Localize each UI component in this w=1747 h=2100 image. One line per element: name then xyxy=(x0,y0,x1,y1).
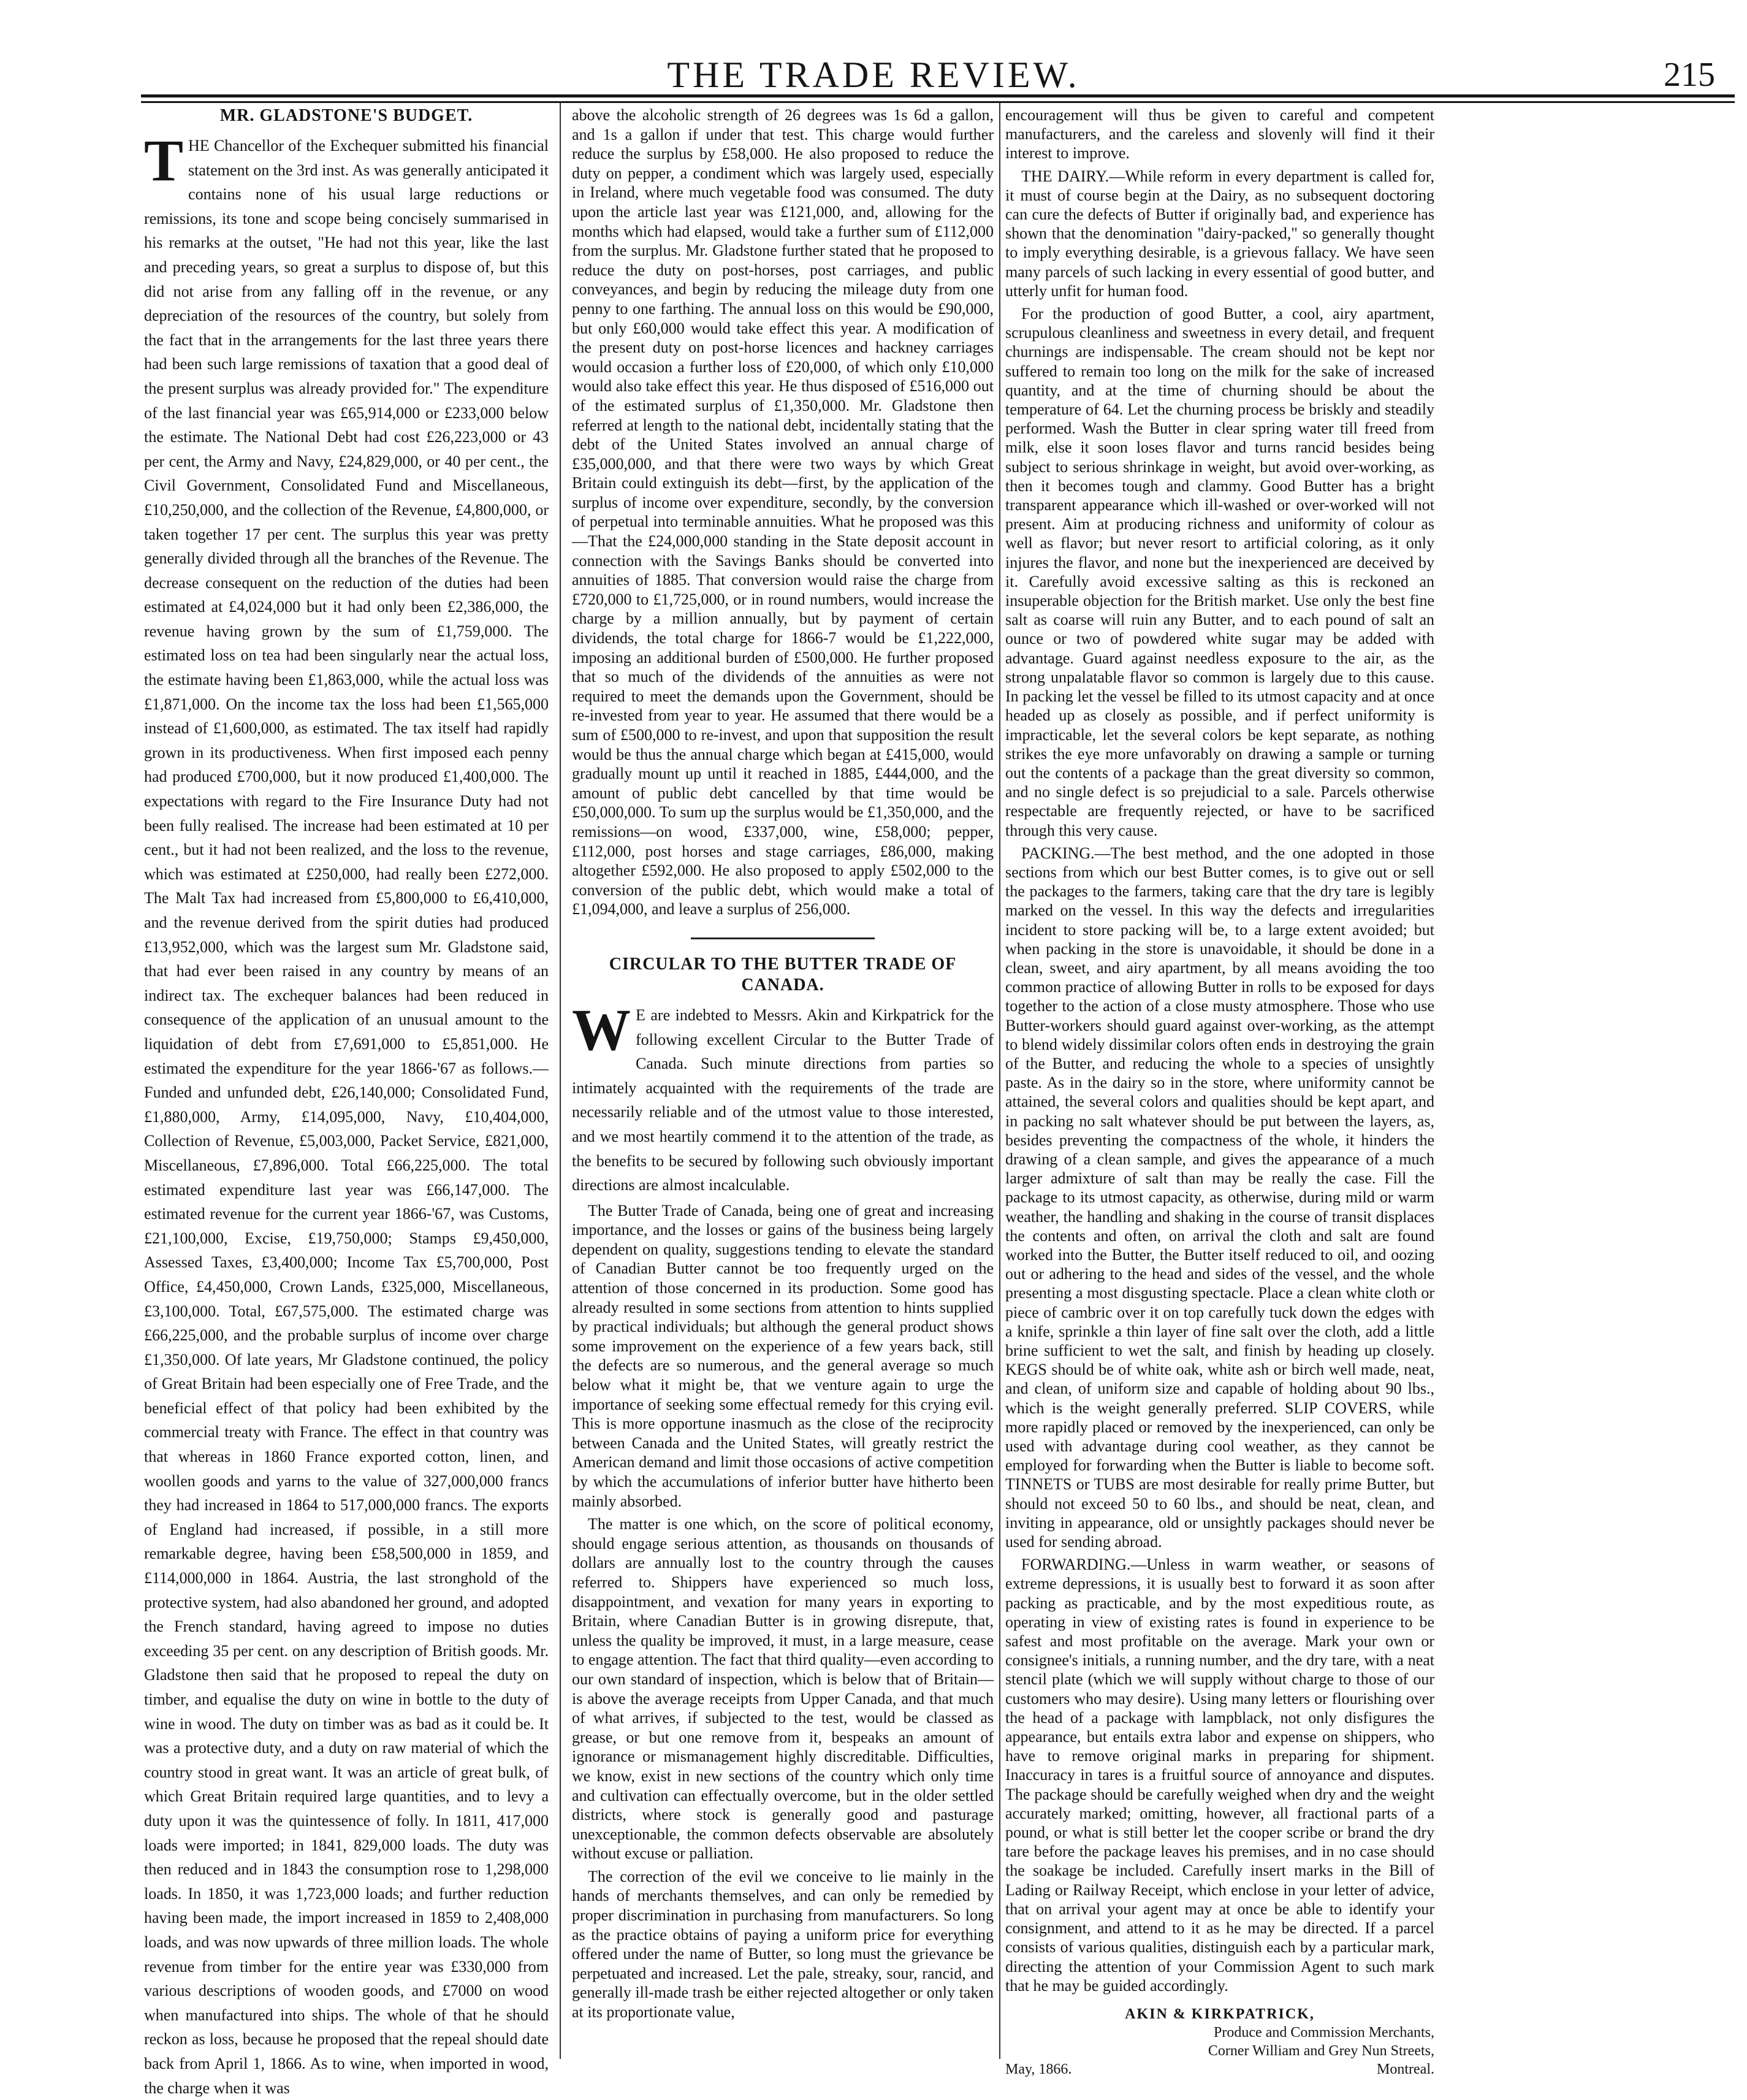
article-paragraph: The Butter Trade of Canada, being one of great and increasing importance, and the losses or gains of the business being largely dependent on quality, suggestions tending to elevate the standard of Canadian Butter cannot be too frequently urged on the attention of those concerned in its production. Some good has already resulted in some sections from attention to hints supplied by practical individuals; but although the general product shows some improvement on the experience of a few years back, still the defects are so numerous, and the general average so much below what it might be, that we venture again to urge the importance of seeking some effectual remedy for this crying evil. This is more opportune inasmuch as the close of the reciprocity between Canada and the United States, will greatly restrict the American demand and limit those occasions of active competition by which the accumulations of inferior butter have hitherto been mainly absorbed. xyxy=(572,1201,994,1510)
masthead-rule xyxy=(141,94,1735,103)
signature-block xyxy=(1005,2005,1434,2079)
article-heading-budget: MR. GLADSTONE'S BUDGET. xyxy=(219,106,473,125)
date: May, 1866. xyxy=(1005,2061,1072,2077)
paragraph-text: HE Chancellor of the Exchequer submitted his financial statement on the 3rd inst. As was generally anticipated it contains none of his usual large reductions or remissions, its tone and scope being concisely summarised in his remarks at the outset, "He had not this year, like the last and preceding years, so great a surplus to dispose of, but this did not arise from any falling off in the revenue, or any depreciation of the resources of the country, but solely from the fact that in the arrangements for the last three years there had been such large remissions of taxation that a good deal of the present surplus was already provided for." The expenditure of the last financial year was £65,914,000 or £233,000 below the estimate. The National Debt had cost £26,223,000 or 43 per cent, the Army and Navy, £24,829,000, or 40 per cent., the Civil Government, Consolidated Fund and Miscellaneous, £10,250,000, and the collection of the Revenue, £4,800,000, or taken together 17 per cent. The surplus this year was pretty generally divided through all the branches of the Revenue. The decrease consequent on the reduction of the duties had been estimated at £4,024,000 but it had only been £2,386,000, the revenue having grown by the sum of £1,759,000. The estimated loss on tea had been singularly near the actual loss, the estimate having been £1,863,000, while the actual loss was £1,871,000. On the income tax the loss had been £1,565,000 instead of £1,600,000, as estimated. The tax itself had rapidly grown in its productiveness. When first imposed each penny had produced £700,000, but it now produced £1,400,000. The expectations with regard to the Fire Insurance Duty had not been fully realised. The increase had been estimated at 10 per cent., but it had not been realized, and the loss to the revenue, which was estimated at £250,000, had really been £272,000. The Malt Tax had increased from £5,800,000 to £6,410,000, and the revenue derived from the spirit duties had produced £13,952,000, which was the largest sum Mr. Gladstone said, that had ever been raised in any country by means of an indirect tax. The exchequer balances had been reduced in consequence of the application of an unusual amount to the liquidation of debt from £7,691,000 to £5,851,000. He estimated the expenditure for the year 1866-'67 as follows.—Funded and unfunded debt, £26,140,000; Consolidated Fund, £1,880,000, Army, £14,095,000, Navy, £10,404,000, Collection of Revenue, £5,003,000, Packet Service, £821,000, Miscellaneous, £7,896,000. Total £66,225,000. The total estimated expenditure last year was £66,147,000. The estimated revenue for the current year 1866-'67, was Customs, £21,100,000, Excise, £19,750,000; Stamps £9,450,000, Assessed Taxes, £3,400,000; Income Tax £5,700,000, Post Office, £4,450,000, Crown Lands, £325,000, Miscellaneous, £3,100,000. Total, £67,575,000. The estimated charge was £66,225,000, and the probable surplus of income over charge £1,350,000. Of late years, Mr Gladstone continued, the policy of Great Britain had been especially one of Free Trade, and the beneficial effect of that policy had been exhibited by the commercial treaty with France. The effect in that country was that whereas in 1860 France exported cotton, linen, and woollen goods and yarns to the value of 327,000,000 francs they had increased in 1864 to 517,000,000 francs. The exports of England had increased, if possible, in a still more remarkable degree, having been £58,500,000 in 1859, and £114,000,000 in 1864. Austria, the last stronghold of the protective system, had also abandoned her ground, and adopted the French standard, having agreed to impose no duties exceeding 35 per cent. on any description of British goods. Mr. Gladstone then said that he proposed to repeal the duty on timber, and equalise the duty on wine in bottle to the duty of wine in wood. The duty on timber was as bad as it could be. It was a protective duty, and a duty on raw material of which the country stood in great want. It was an article of great bulk, of which Great Britain required large quantities, and to levy a duty upon it was the quintessence of folly. In 1811, 417,000 loads were imported; in 1841, 829,000 loads. The duty was then reduced and in 1843 the consumption rose to 1,298,000 loads. In 1850, it was 1,723,000 loads; and further reduction having been made, the import increased in 1859 to 2,408,000 loads, and was now upwards of three million loads. The whole revenue from timber for the entire year was £330,000 from various descriptions of wooden goods, and £7000 on wood when manufactured into ships. The whole of that he should reckon as loss, because he proposed that the repeal should date back from April 1, 1866. As to wine, when imported in wood, the charge when it was xyxy=(144,137,549,2097)
page-number: 215 xyxy=(1664,56,1715,94)
article-paragraph: above the alcoholic strength of 26 degrees was 1s 6d a gallon, and 1s a gallon if under that test. This charge would further reduce the surplus by £58,000. He also proposed to reduce the duty on pepper, a condiment which was largely used, especially in Ireland, where much vegetable food was consumed. The duty upon the article last year was £121,000, and, allowing for the months which had elapsed, would take a further sum of £112,000 from the surplus. Mr. Gladstone further stated that he proposed to reduce the duty on post-horses, post carriages, and public conveyances, and begin by reducing the mileage duty from one penny to one farthing. The annual loss on this would be £90,000, but only £60,000 would take effect this year. A modification of the present duty on post-horse licences and hackney carriages would occasion a further loss of £20,000, of which only £10,000 would also take effect this year. He thus disposed of £516,000 out of the estimated surplus of £1,350,000. Mr. Gladstone then referred at length to the national debt, incidentally stating that the debt of the United States involved an annual charge of £35,000,000, and that there were two ways by which Great Britain could extinguish its debt—first, by the application of the surplus of income over expenditure, secondly, by the conversion of perpetual into terminable annuities. What he proposed was this—That the £24,000,000 standing in the State deposit account in connection with the Savings Banks should be converted into annuities of 1885. That conversion would raise the charge from £720,000 to £1,725,000, or in round numbers, would increase the charge by a million annually, but by payment of certain dividends, the total charge for 1866-7 would be £1,222,000, imposing an additional burden of £500,000. He further proposed that so much of the dividends of the annuities as were not required to meet the demands upon the Government, should be re-invested from year to year. He assumed that there would be a sum of £500,000 to re-invest, and upon that supposition the result would be thus the annual charge which began at £415,000, would gradually mount up until it reached in 1885, £444,000, and the amount of public debt cancelled by that time would be £50,000,000. To sum up the surplus would be £1,350,000, and the remissions—on wood, £337,000, wine, £58,000; pepper, £112,000, post horses and stage carriages, £86,000, making altogether £592,000. He also proposed to apply £502,000 to the conversion of the public debt, which would make a total of £1,094,000, and leave a surplus of 256,000. xyxy=(572,106,994,918)
column-2 xyxy=(572,105,994,2055)
firm-description: Produce and Commission Merchants, xyxy=(1214,2024,1434,2041)
column-divider xyxy=(999,103,1000,2059)
article-paragraph: The correction of the evil we conceive to lie mainly in the hands of merchants themselves, and can only be remedied by proper discrimination in purchasing from manufacturers. So long as the practice obtains of paying a uniform price for everything offered under the name of Butter, so long must the grievance be perpetuated and increased. Let the pale, streaky, sour, rancid, and generally ill-made trash be either rejected altogether or only taken at its proportionate value, xyxy=(572,1867,994,2022)
column-1 xyxy=(144,105,549,2097)
column-3 xyxy=(1005,105,1434,2077)
article-paragraph: PACKING.—The best method, and the one adopted in those sections from which our best Butter comes, is to give out or sell the packages to the farmers, taking care that the dry tare is legibly marked on the vessel. In this way the defects and irregularities incident to store packing will be, to a large extent avoided; but when packing in the store is unavoidable, it should be done in a clean, sweet, and airy apartment, by all means avoiding the too common practice of allowing Butter in rolls to be exposed for days together to the action of a close musty atmosphere. Those who use Butter-workers should guard against over-working, as the attempt to blend widely dissimilar colors often ends in destroying the grain of the Butter, and reducing the whole to a species of unsightly paste. As in the dairy so in the store, where uniformity cannot be attained, the several colors and qualities should be kept apart, and in packing no salt whatever should be put between the layers, as, besides preventing the compactness of the whole, it hinders the drawing of a clean sample, and gives the appearance of a much larger admixture of salt than may be really the case. Fill the package to its utmost capacity, as otherwise, during mild or warm weather, the handling and shaking in the course of transit displaces the contents and often, on arrival the cloth and salt are found worked into the Butter, the Butter itself reduced to oil, and oozing out or adhering to the head and sides of the vessel, and the whole presenting a most disgusting spectacle. Place a clean white cloth or piece of cambric over it on top carefully tuck down the edges with a knife, sprinkle a thin layer of fine salt over the cloth, add a little brine sufficient to wet the salt, and finish by heading up closely. KEGS should be of white oak, white ash or birch well made, neat, and clean, of uniform size and capable of holding about 90 lbs., which is the weight generally preferred. SLIP COVERS, while more rapidly placed or removed by the inexperienced, can only be used with advantage during cool weather, as they cannot be employed for forwarding when the Butter is liable to become soft. TINNETS or TUBS are most desirable for really prime Butter, but should not exceed 50 to 60 lbs., and should be neat, clean, and inviting in appearance, old or unsightly packages should never be used for sending abroad. xyxy=(1005,844,1434,1551)
article-paragraph xyxy=(144,128,549,2100)
paragraph-text: E are indebted to Messrs. Akin and Kirkpatrick for the following excellent Circular to the Butter Trade of Canada. Such minute directions from parties so intimately acquainted with the requirements of the trade are necessarily reliable and of the utmost value to those interested, and we most heartily commend it to the attention of the trade, as the benefits to be secured by following such obviously important directions are almost incalculable. xyxy=(572,1006,994,1194)
article-paragraph: The matter is one which, on the score of political economy, should engage serious attention, as thousands on thousands of dollars are annually lost to the country through the causes referred to. Shippers have experienced so much loss, disappointment, and vexation for many years in exporting to Britain, where Canadian Butter is in growing disrepute, that, unless the quality be improved, it must, in a large measure, cease to engage attention. The fact that third quality—even according to our own standard of inspection, which is below that of Britain—is above the average receipts from Upper Canada, and that much of what arrives, if subjected to the test, would be classed as grease, or but one remove from it, bespeaks an amount of ignorance or mismanagement highly discreditable. Difficulties, we know, exist in new sections of the country which only time and cultivation can effectually overcome, but in the older settled districts, where stock is generally good and pasturage unexceptionable, the common defects observable are absolutely without excuse or palliation. xyxy=(572,1515,994,1863)
drop-cap: T xyxy=(144,128,184,193)
article-paragraph: FORWARDING.—Unless in warm weather, or seasons of extreme depressions, it is usually best to forward it as soon after packing as practicable, and by the most expeditious route, as operating in view of existing rates is found in experience to be safest and most profitable on the average. Mark your own or consignee's initials, a running number, and the dry tare, with a neat stencil plate (which we will supply without charge to those of our customers who may desire). Using many letters or flourishing over the head of a package with lampblack, not only disfigures the appearance, but entails extra labor and expense on shippers, who have to remove original marks in preparing for shipment. Inaccuracy in tares is a fruitful source of annoyance and disputes. The package should be carefully weighed when dry and the weight accurately marked; omitting, however, all fractional parts of a pound, or what is still better let the cooper scribe or brand the dry tare before the package leaves his premises, and in no case should the soakage be included. Carefully insert marks in the Bill of Lading or Railway Receipt, which enclose in your letter of advice, that on arrival your agent may at once be able to identify your consignment, and attend to it as he may be directed. If a parcel consists of various qualities, distinguish each by a particular mark, directing the attention of your Commission Agent to such mark that he may be guided accordingly. xyxy=(1005,1556,1434,1995)
firm-name: AKIN & KIRKPATRICK, xyxy=(1125,2006,1315,2022)
dateline xyxy=(1005,2060,1434,2079)
article-paragraph: encouragement will thus be given to careful and competent manufacturers, and the careless and slovenly will find it their interest to improve. xyxy=(1005,106,1434,162)
city: Montreal. xyxy=(1377,2061,1434,2077)
column-divider xyxy=(560,103,561,2059)
firm-address: Corner William and Grey Nun Streets, xyxy=(1208,2042,1434,2059)
section-divider xyxy=(691,937,875,939)
article-paragraph: For the production of good Butter, a cool, airy apartment, scrupulous cleanliness and sweetness in every detail, and frequent churnings are indispensable. The cream should not be kept nor suffered to remain too long on the milk for the sake of increased quantity, and at the time of churning should be about the temperature of 64. Let the churning process be briskly and steadily performed. Wash the Butter in clear spring water till freed from milk, else it soon loses flavor and turns rancid besides being subject to serious shrinkage in weight, but avoid over-working, as then it becomes tough and clammy. Good Butter has a bright transparent appearance which ill-washed or over-worked will not present. Aim at producing richness and uniformity of colour as well as flavor; but never resort to artificial coloring, as it only injures the flavor, and none but the inexperienced are deceived by it. Carefully avoid excessive salting as this is reckoned an insuperable objection for the British market. Use only the best fine salt as coarse will ruin any Butter, and to each pound of salt an ounce or two of powdered white sugar may be added with advantage. Guard against needless exposure to the air, as the strong unpalatable flavor so common is largely due to this cause. In packing let the vessel be filled to its utmost capacity and at once headed up as closely as possible, and if perfect uniformity is impracticable, let the several colors be kept separate, as nothing strikes the eye more unfavorably on drawing a sample or turning out the contents of a package than the great diversity so common, and no single defect is so prejudicial to a sale. Parcels otherwise respectable are frequently rejected, or have to be sacrificed through this very cause. xyxy=(1005,305,1434,839)
drop-cap: W xyxy=(572,996,631,1063)
publication-title: THE TRADE REVIEW. xyxy=(667,55,1080,95)
masthead xyxy=(0,0,1747,95)
article-intro xyxy=(572,996,994,1197)
article-paragraph: THE DAIRY.—While reform in every department is called for, it must of course begin at the Dairy, as no subsequent doctoring can cure the defects of Butter if originally bad, and experience has shown that the denomination "dairy-packed," so generally thought to imply everything desirable, is a grievous fallacy. We have seen many parcels of such lacking in every essential of good butter, and utterly unfit for human food. xyxy=(1005,167,1434,300)
article-heading-butter: CIRCULAR TO THE BUTTER TRADE OF CANADA. xyxy=(609,954,957,995)
